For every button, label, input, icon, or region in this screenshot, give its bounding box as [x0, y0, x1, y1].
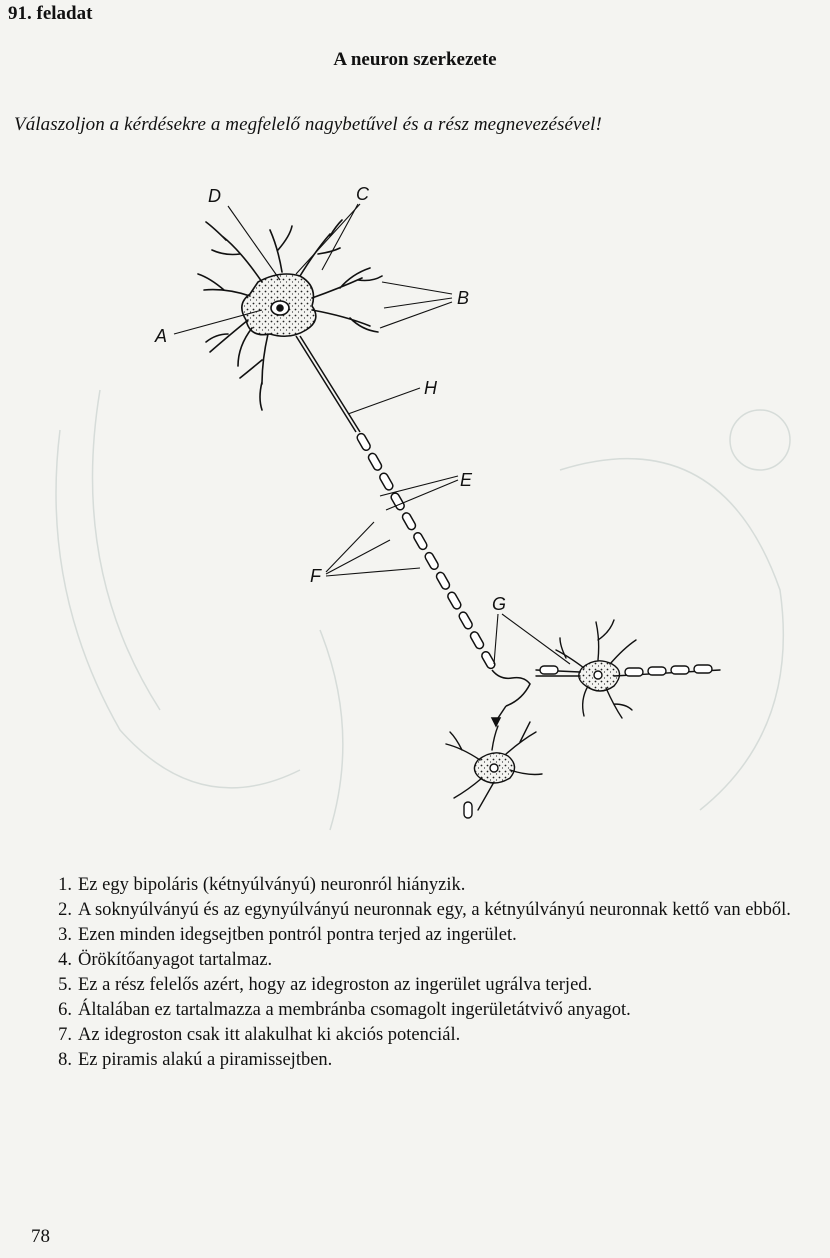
- page-number: 78: [31, 1226, 50, 1247]
- label-G: G: [492, 594, 507, 614]
- label-D: D: [208, 186, 221, 206]
- third-neuron: [446, 722, 542, 818]
- main-neuron: [198, 220, 382, 410]
- myelin-segment: [469, 630, 485, 650]
- axon: [296, 336, 360, 432]
- label-A: A: [155, 326, 168, 346]
- task-number: 91. feladat: [8, 3, 93, 24]
- question-item: 3. Ezen minden idegsejtben pontról pontra terjed az ingerület.: [58, 925, 517, 945]
- question-item: 6. Általában ez tartalmazza a membránba csomagolt ingerületátvivő anyagot.: [58, 1000, 631, 1020]
- bleed-through-sketch: [56, 390, 790, 830]
- label-C: C: [356, 184, 369, 204]
- myelin-segment: [458, 611, 474, 631]
- question-item: 5. Ez a rész felelős azért, hogy az idegroston az ingerület ugrálva terjed.: [58, 975, 593, 995]
- label-pointers: [174, 204, 570, 664]
- question-item: 7. Az idegroston csak itt alakulhat ki akciós potenciál.: [58, 1025, 461, 1045]
- myelin-segment: [378, 472, 394, 492]
- question-item: 1. Ez egy bipoláris (kétnyúlványú) neuronról hiányzik.: [58, 875, 466, 895]
- page-title: A neuron szerkezete: [333, 49, 497, 70]
- label-B: B: [457, 288, 470, 308]
- question-item: 4. Örökítőanyagot tartalmaz.: [58, 950, 273, 970]
- myelin-segment: [356, 432, 372, 452]
- myelin-sheath-segments: [356, 432, 497, 670]
- myelin-segment: [401, 511, 417, 531]
- myelin-segment: [424, 551, 440, 571]
- label-E: E: [460, 470, 473, 490]
- nucleolus: [277, 305, 283, 311]
- second-neuron: [536, 620, 720, 718]
- question-item: 8. Ez piramis alakú a piramissejtben.: [58, 1050, 333, 1070]
- myelin-segment: [435, 571, 451, 591]
- neuron-diagram: [0, 170, 830, 850]
- instruction-text: Válaszoljon a kérdésekre a megfelelő nagybetűvel és a rész megnevezésével!: [14, 114, 602, 135]
- label-F: F: [310, 566, 321, 586]
- question-item: 2. A soknyúlványú és az egynyúlványú neuronnak egy, a kétnyúlványú neuronnak kettő van ebből.: [58, 900, 791, 920]
- question-list: [34, 873, 824, 1073]
- axon-terminal: [492, 670, 530, 726]
- myelin-segment: [412, 531, 428, 551]
- myelin-segment: [446, 591, 462, 611]
- label-H: H: [424, 378, 437, 398]
- myelin-segment: [367, 452, 383, 472]
- myelin-segment: [390, 492, 406, 512]
